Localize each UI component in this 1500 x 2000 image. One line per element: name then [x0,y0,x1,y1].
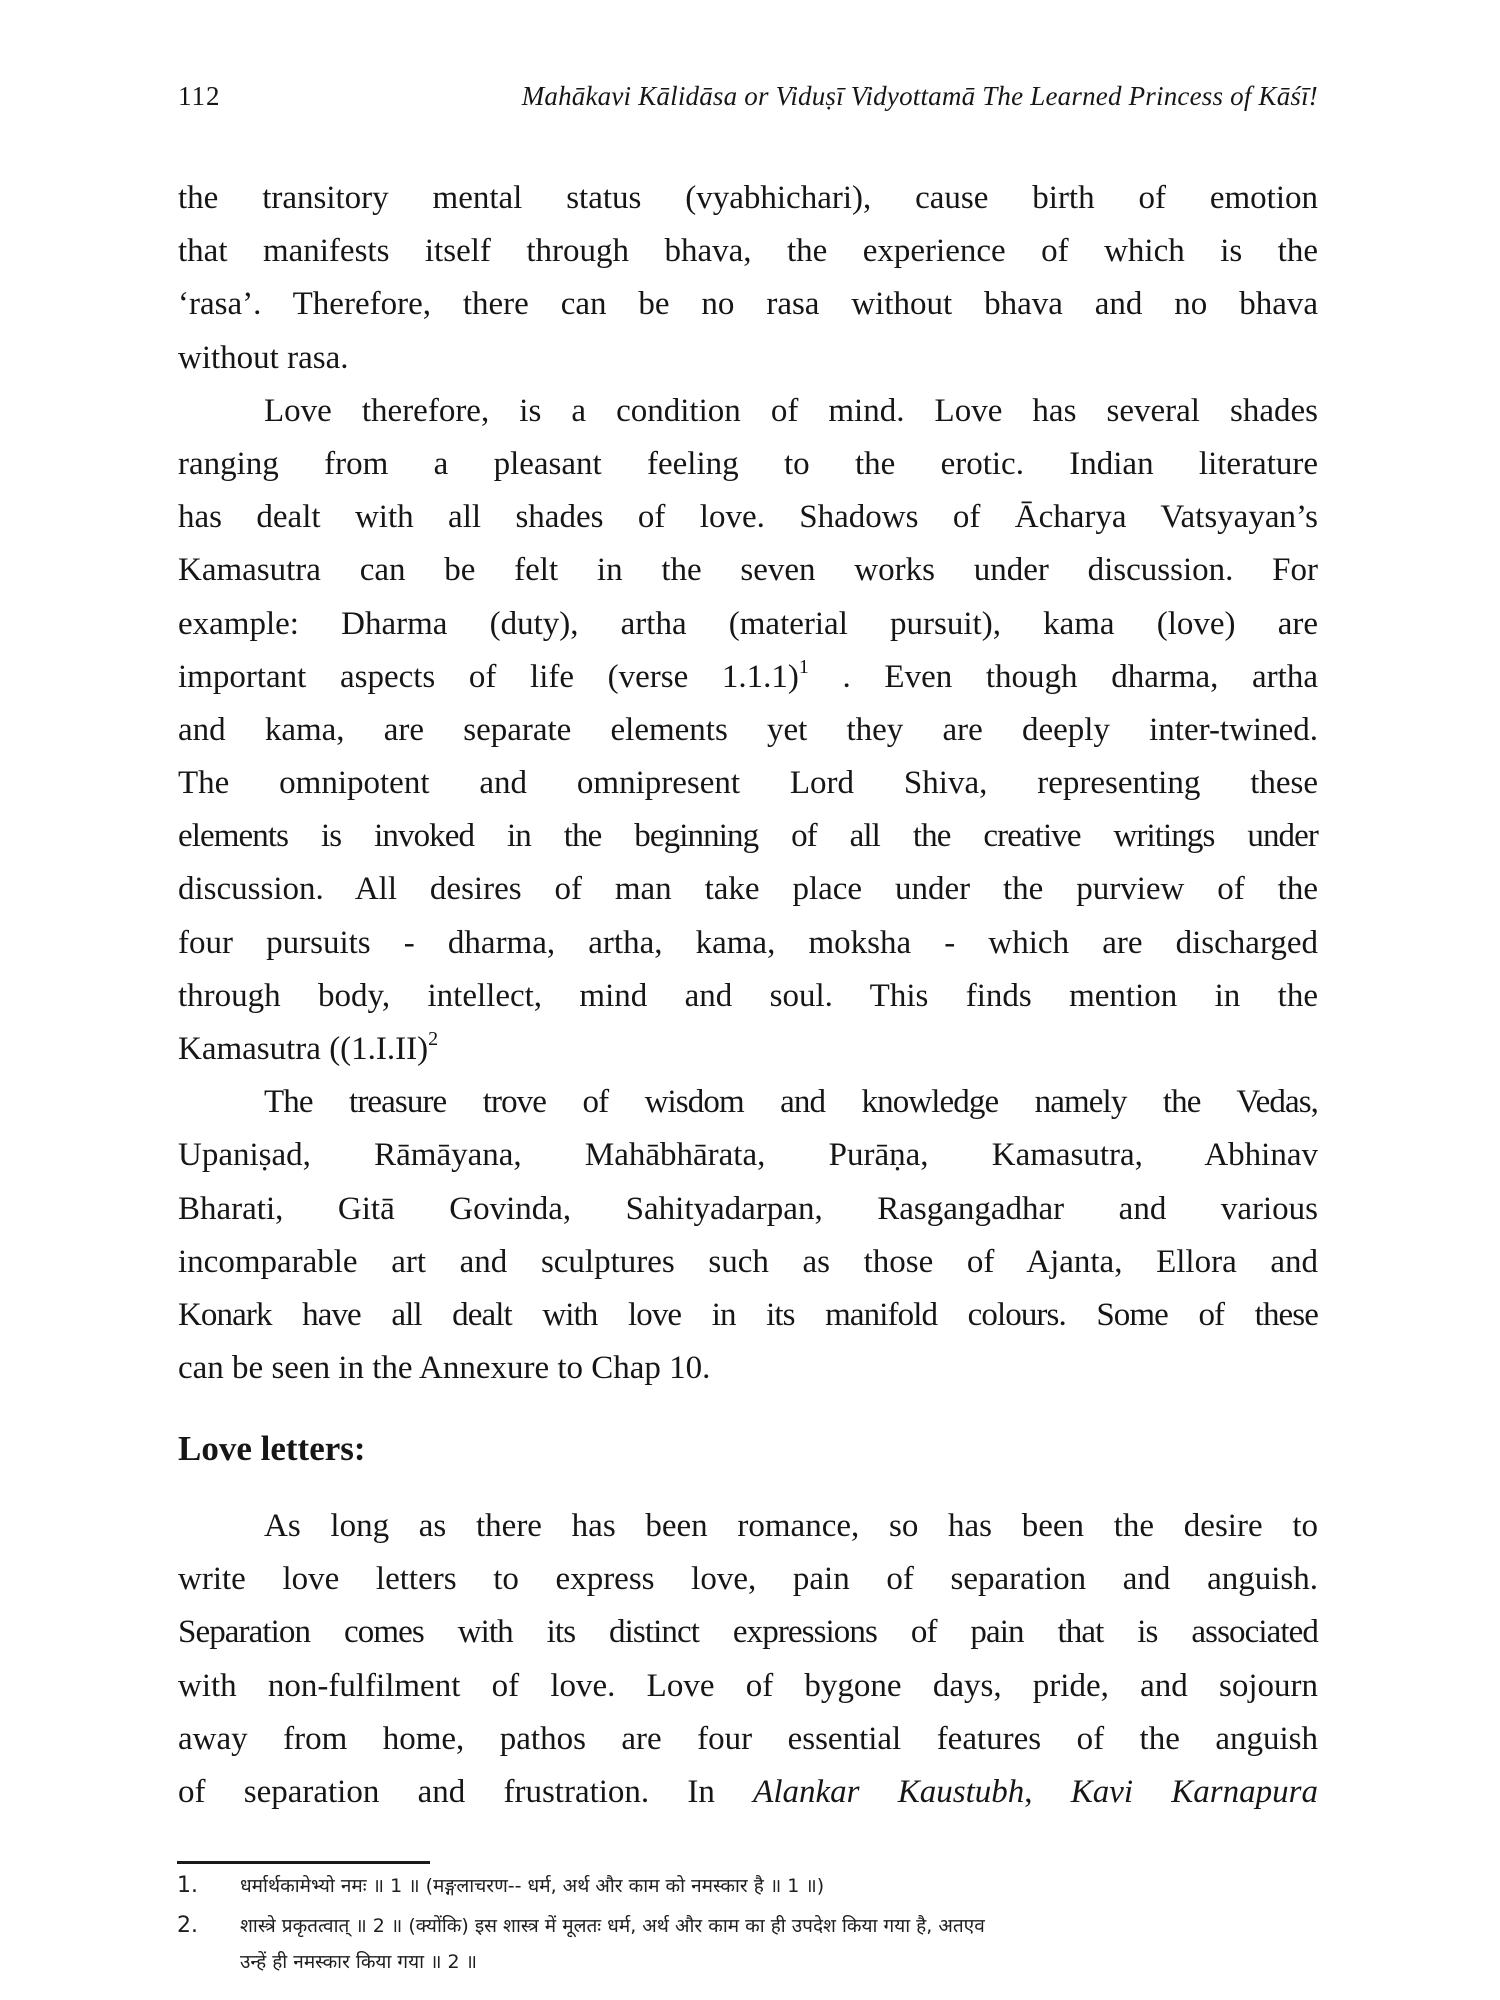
text-line-with-footnote-1 [178,651,1318,704]
text-line: ‘rasa’. Therefore, there can be no rasa without bhava and no bhava [178,286,1318,323]
text-line: Bharati, Gitā Govinda, Sahityadarpan, Rasgangadhar and various [178,1190,1318,1227]
text-line: without rasa. [178,339,349,376]
text-line-with-italics [178,1766,1318,1819]
text-line: that manifests itself through bhava, the experience of which is the [178,233,1318,270]
text-line: can be seen in the Annexure to Chap 10. [178,1350,711,1387]
text-fragment: . Even though dharma, artha [808,658,1318,695]
text-line: Kamasutra can be felt in the seven works under discussion. For [178,552,1318,589]
footnote-ref-1[interactable]: 1 [798,655,809,678]
text-line: incomparable art and sculptures such as those of Ajanta, Ellora and [178,1243,1318,1280]
footnote-ref-2[interactable]: 2 [428,1028,439,1050]
text-line: elements is invoked in the beginning of all the creative writings under [178,818,1318,855]
text-line: Konark have all dealt with love in its manifold colours. Some of these [178,1296,1318,1333]
running-title: Mahākavi Kālidāsa or Viduṣī Vidyottamā The Learned Princess of Kāśī! [521,81,1318,111]
text-line: example: Dharma (duty), artha (material pursuit), kama (love) are [178,605,1318,642]
text-line: write love letters to express love, pain of separation and anguish. [178,1561,1318,1598]
italic-title: Alankar Kaustubh [753,1773,1025,1810]
text-line: The omnipotent and omnipresent Lord Shiva, representing these [178,765,1318,802]
text-line: and kama, are separate elements yet they are deeply inter-twined. [178,711,1318,748]
footnote-number: 1. [177,1873,198,1898]
text-fragment: important aspects of life (verse 1.1.1) [178,658,799,695]
section-heading: Love letters: [178,1429,366,1468]
text-line: with non-fulfilment of love. Love of bygone days, pride, and sojourn [178,1667,1318,1704]
text-line-with-footnote-2 [178,1023,1318,1076]
text-line: through body, intellect, mind and soul. This finds mention in the [178,977,1318,1014]
text-line: The treasure trove of wisdom and knowledge namely the Vedas, [264,1084,1318,1121]
body-text-section [178,1500,1318,1819]
text-line: discussion. All desires of man take place under the purview of the [178,871,1318,908]
text-fragment: , [1024,1773,1071,1810]
text-fragment: Kamasutra ((1.I.II) [178,1031,429,1067]
text-line: ranging from a pleasant feeling to the erotic. Indian literature [178,445,1318,482]
text-line: four pursuits - dharma, artha, kama, moksha - which are discharged [178,924,1318,961]
footnote-divider [177,1861,430,1864]
footnote-item [177,1908,1327,1980]
footnote-text: धर्मार्थकामेभ्यो नमः ॥ 1 ॥ (मङ्गलाचरण-- धर्म, अर्थ और काम को नमस्कार है ॥ 1 ॥) [240,1875,825,1897]
footnote-text: शास्त्रे प्रकृतत्वात् ॥ 2 ॥ (क्योंकि) इस शास्त्र में मूलतः धर्म, अर्थ और काम का ही उपदेश किया गया है, अतएव [240,1915,985,1937]
running-head [178,78,1318,114]
footnote-number: 2. [177,1913,198,1938]
text-line: Upaniṣad, Rāmāyana, Mahābhārata, Purāṇa, Kamasutra, Abhinav [178,1137,1318,1174]
text-line: has dealt with all shades of love. Shadows of Ācharya Vatsyayan’s [178,499,1318,536]
italic-name: Kavi Karnapura [1070,1773,1318,1810]
text-line: As long as there has been romance, so has been the desire to [264,1508,1318,1544]
text-line: Love therefore, is a condition of mind. Love has several shades [264,392,1318,429]
footnote-item [177,1868,1327,1904]
page-number: 112 [178,81,221,111]
text-line: the transitory mental status (vyabhichari), cause birth of emotion [178,180,1318,216]
body-text-top [178,172,1318,1395]
text-line: away from home, pathos are four essential features of the anguish [178,1720,1318,1757]
footnote-text: उन्हें ही नमस्कार किया गया ॥ 2 ॥ [240,1951,477,1973]
footnotes [177,1868,1327,1980]
text-fragment: of separation and frustration. In [178,1773,754,1810]
text-line: Separation comes with its distinct expressions of pain that is associated [178,1614,1318,1651]
